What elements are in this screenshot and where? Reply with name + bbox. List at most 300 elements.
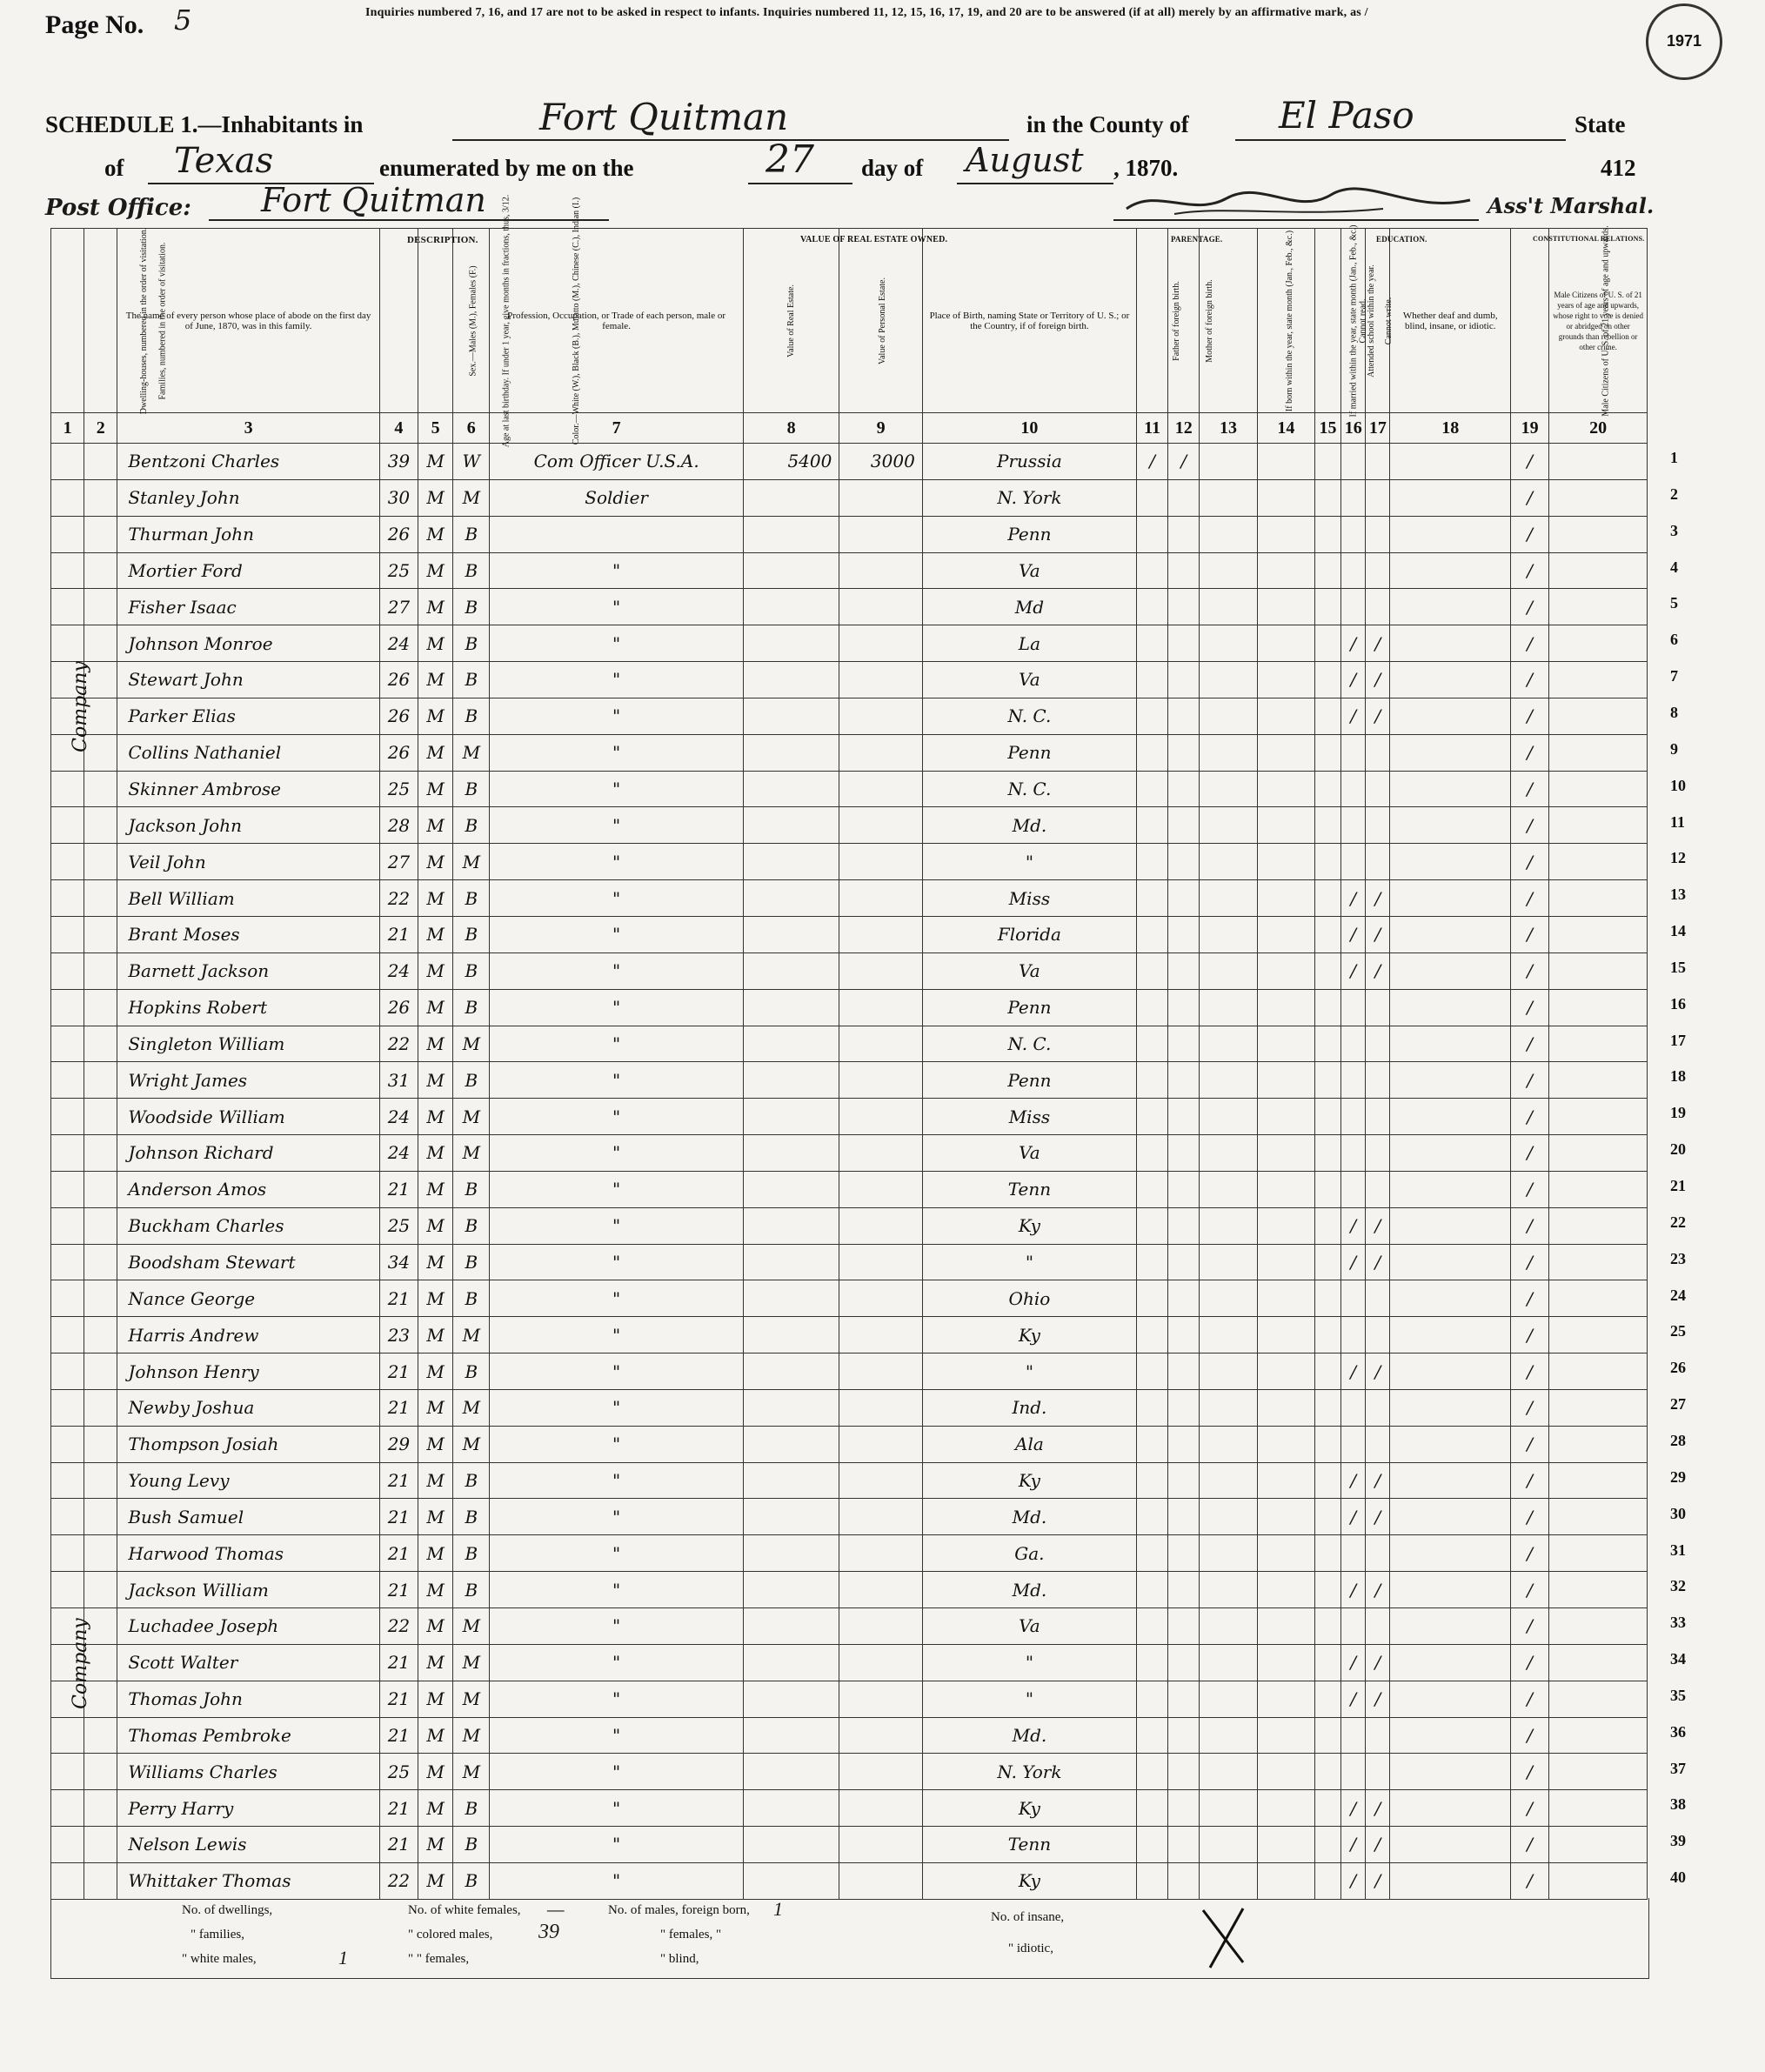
- col-number: 10: [922, 413, 1136, 444]
- dwelling-cell: [51, 1317, 84, 1353]
- citizen-cell: /: [1511, 1244, 1549, 1280]
- married-in-year-cell: [1257, 1681, 1314, 1717]
- cannot-write-cell: [1366, 1280, 1390, 1317]
- column-number-row: [51, 413, 1648, 444]
- real-estate-cell: [743, 771, 839, 807]
- disability-cell: [1390, 1426, 1511, 1462]
- family-cell: [84, 1280, 117, 1317]
- citizen-cell: /: [1511, 479, 1549, 516]
- sex-cell: M: [418, 1026, 453, 1062]
- sex-cell: M: [418, 1499, 453, 1535]
- table-row: [51, 916, 1648, 952]
- mother-foreign-cell: [1168, 516, 1200, 552]
- birthplace-cell: Va: [922, 1135, 1136, 1172]
- color-cell: M: [453, 1317, 490, 1353]
- vote-denied-cell: [1549, 1317, 1648, 1353]
- table-row: [51, 662, 1648, 698]
- person-name: Stanley John: [117, 479, 379, 516]
- age-cell: 34: [379, 1244, 418, 1280]
- age-cell: 21: [379, 916, 418, 952]
- sex-cell: M: [418, 880, 453, 917]
- born-in-year-cell: [1200, 1062, 1257, 1099]
- table-row: [51, 1244, 1648, 1280]
- sex-cell: M: [418, 1608, 453, 1645]
- sex-cell: M: [418, 589, 453, 625]
- table-row: [51, 1572, 1648, 1608]
- family-cell: [84, 1572, 117, 1608]
- mother-foreign-cell: [1168, 1535, 1200, 1572]
- table-row: [51, 1754, 1648, 1790]
- line-number: 22: [1670, 1213, 1686, 1231]
- school-cell: [1314, 589, 1340, 625]
- married-in-year-cell: [1257, 1026, 1314, 1062]
- mother-foreign-cell: [1168, 589, 1200, 625]
- col-number: 9: [839, 413, 922, 444]
- cannot-write-cell: /: [1366, 1827, 1390, 1863]
- birthplace-cell: Ind.: [922, 1389, 1136, 1426]
- citizen-cell: /: [1511, 844, 1549, 880]
- married-in-year-cell: [1257, 1171, 1314, 1207]
- sex-cell: M: [418, 807, 453, 844]
- col-number: 2: [84, 413, 117, 444]
- sex-cell: M: [418, 1862, 453, 1899]
- born-in-year-cell: [1200, 916, 1257, 952]
- citizen-cell: /: [1511, 1681, 1549, 1717]
- occupation-cell: ": [490, 771, 743, 807]
- age-cell: 25: [379, 771, 418, 807]
- born-in-year-cell: [1200, 1244, 1257, 1280]
- citizen-cell: /: [1511, 1754, 1549, 1790]
- citizen-cell: /: [1511, 1862, 1549, 1899]
- father-foreign-cell: [1137, 1426, 1168, 1462]
- mother-foreign-cell: [1168, 807, 1200, 844]
- married-in-year-cell: [1257, 1426, 1314, 1462]
- school-cell: [1314, 1389, 1340, 1426]
- vote-denied-cell: [1549, 1280, 1648, 1317]
- cannot-read-cell: /: [1341, 1681, 1366, 1717]
- personal-estate-cell: [839, 1207, 922, 1244]
- real-estate-cell: [743, 844, 839, 880]
- married-in-year-cell: [1257, 552, 1314, 589]
- disability-cell: [1390, 1608, 1511, 1645]
- age-cell: 30: [379, 479, 418, 516]
- cannot-read-cell: [1341, 1426, 1366, 1462]
- born-in-year-cell: [1200, 1862, 1257, 1899]
- vote-denied-cell: [1549, 1171, 1648, 1207]
- disability-cell: [1390, 844, 1511, 880]
- family-cell: [84, 989, 117, 1026]
- school-cell: [1314, 625, 1340, 662]
- color-cell: B: [453, 1535, 490, 1572]
- disability-cell: [1390, 989, 1511, 1026]
- color-cell: M: [453, 1717, 490, 1754]
- page-number: 5: [174, 3, 192, 37]
- person-name: Harris Andrew: [117, 1317, 379, 1353]
- color-cell: M: [453, 844, 490, 880]
- dwelling-cell: [51, 1244, 84, 1280]
- color-cell: M: [453, 1099, 490, 1135]
- mother-foreign-cell: [1168, 1717, 1200, 1754]
- age-cell: 27: [379, 589, 418, 625]
- married-in-year-cell: [1257, 625, 1314, 662]
- family-cell: [84, 880, 117, 917]
- father-foreign-cell: [1137, 807, 1168, 844]
- citizen-cell: /: [1511, 916, 1549, 952]
- cannot-write-cell: [1366, 1026, 1390, 1062]
- mother-foreign-cell: [1168, 1754, 1200, 1790]
- cannot-read-cell: [1341, 1026, 1366, 1062]
- school-cell: [1314, 807, 1340, 844]
- constitutional-group-label: CONSTITUTIONAL RELATIONS.: [1533, 235, 1645, 243]
- personal-estate-cell: [839, 734, 922, 771]
- father-foreign-cell: [1137, 552, 1168, 589]
- dwelling-cell: [51, 880, 84, 917]
- birthplace-cell: Va: [922, 952, 1136, 989]
- born-in-year-cell: [1200, 1644, 1257, 1681]
- person-name: Boodsham Stewart: [117, 1244, 379, 1280]
- person-name: Stewart John: [117, 662, 379, 698]
- table-row: [51, 807, 1648, 844]
- col-number: 18: [1390, 413, 1511, 444]
- married-in-year-cell: [1257, 952, 1314, 989]
- dwelling-cell: [51, 1062, 84, 1099]
- school-cell: [1314, 444, 1340, 480]
- line-number: 34: [1670, 1650, 1686, 1668]
- mother-foreign-cell: [1168, 1681, 1200, 1717]
- cannot-write-cell: [1366, 1389, 1390, 1426]
- mother-foreign-cell: [1168, 1280, 1200, 1317]
- mother-foreign-cell: [1168, 880, 1200, 917]
- vote-denied-cell: [1549, 1790, 1648, 1827]
- line-number: 25: [1670, 1322, 1686, 1340]
- sex-cell: M: [418, 1244, 453, 1280]
- married-in-year-cell: [1257, 444, 1314, 480]
- person-name: Bell William: [117, 880, 379, 917]
- vote-denied-cell: [1549, 734, 1648, 771]
- born-in-year-cell: [1200, 1135, 1257, 1172]
- table-row: [51, 516, 1648, 552]
- birthplace-cell: Miss: [922, 880, 1136, 917]
- real-estate-cell: [743, 1026, 839, 1062]
- sex-cell: M: [418, 1717, 453, 1754]
- family-cell: [84, 1754, 117, 1790]
- age-cell: 21: [379, 1717, 418, 1754]
- sex-cell: M: [418, 662, 453, 698]
- vote-denied-cell: [1549, 771, 1648, 807]
- occupation-cell: ": [490, 844, 743, 880]
- citizen-cell: /: [1511, 698, 1549, 734]
- mother-foreign-cell: [1168, 1572, 1200, 1608]
- occupation-cell: ": [490, 1681, 743, 1717]
- sex-cell: M: [418, 1644, 453, 1681]
- instructions-text: Inquiries numbered 7, 16, and 17 are not to be asked in respect to infants. Inquiries numbered 11, 12, 15, 16, 17, 19, and 20 are to be answered (if at all) merely by an affirmative mark, as /: [365, 6, 1368, 19]
- birthplace-cell: Md.: [922, 1717, 1136, 1754]
- birthplace-cell: Md.: [922, 1572, 1136, 1608]
- personal-estate-cell: [839, 1754, 922, 1790]
- citizen-cell: /: [1511, 1062, 1549, 1099]
- born-in-year-cell: [1200, 1317, 1257, 1353]
- cannot-read-cell: /: [1341, 1827, 1366, 1863]
- cannot-read-cell: /: [1341, 1572, 1366, 1608]
- line-number: 29: [1670, 1467, 1686, 1486]
- father-foreign-cell: [1137, 880, 1168, 917]
- vote-denied-cell: [1549, 479, 1648, 516]
- col-number: 15: [1314, 413, 1340, 444]
- person-name: Johnson Monroe: [117, 625, 379, 662]
- married-in-year-cell: [1257, 807, 1314, 844]
- vote-denied-cell: [1549, 880, 1648, 917]
- cannot-read-cell: [1341, 1280, 1366, 1317]
- dwelling-cell: [51, 1207, 84, 1244]
- line-number: 33: [1670, 1614, 1686, 1632]
- citizen-cell: /: [1511, 1280, 1549, 1317]
- born-in-year-cell: [1200, 1754, 1257, 1790]
- col1-header: Dwelling-houses, numbered in the order of visitation.: [51, 229, 84, 413]
- color-cell: B: [453, 807, 490, 844]
- personal-estate-cell: [839, 1790, 922, 1827]
- table-row: [51, 1644, 1648, 1681]
- father-foreign-cell: [1137, 1207, 1168, 1244]
- disability-cell: [1390, 1353, 1511, 1390]
- born-in-year-cell: [1200, 1426, 1257, 1462]
- vote-denied-cell: [1549, 1462, 1648, 1499]
- sex-cell: M: [418, 516, 453, 552]
- born-in-year-cell: [1200, 1572, 1257, 1608]
- cannot-read-cell: /: [1341, 1790, 1366, 1827]
- sex-cell: M: [418, 1099, 453, 1135]
- sex-cell: M: [418, 1207, 453, 1244]
- cannot-write-cell: [1366, 479, 1390, 516]
- personal-estate-cell: [839, 1572, 922, 1608]
- age-cell: 26: [379, 516, 418, 552]
- dwelling-cell: [51, 1099, 84, 1135]
- table-row: [51, 1717, 1648, 1754]
- father-foreign-cell: [1137, 1389, 1168, 1426]
- col14-header: If married within the year, state month (Jan., Feb., &c.): [1257, 229, 1314, 413]
- personal-estate-cell: [839, 1681, 922, 1717]
- color-cell: B: [453, 552, 490, 589]
- person-name: Brant Moses: [117, 916, 379, 952]
- married-in-year-cell: [1257, 589, 1314, 625]
- personal-estate-cell: [839, 1317, 922, 1353]
- married-in-year-cell: [1257, 1572, 1314, 1608]
- mother-foreign-cell: [1168, 1171, 1200, 1207]
- father-foreign-cell: [1137, 771, 1168, 807]
- dwelling-cell: [51, 1389, 84, 1426]
- mother-foreign-cell: /: [1168, 444, 1200, 480]
- colored-males-value: 39: [538, 1921, 559, 1943]
- disability-cell: [1390, 1862, 1511, 1899]
- idiotic-label: " idiotic,: [1008, 1942, 1053, 1955]
- margin-note-lower: Company: [69, 1618, 91, 1709]
- col5-header: Sex.—Males (M.), Females (F.): [418, 229, 453, 413]
- dwelling-cell: [51, 989, 84, 1026]
- table-row: [51, 1026, 1648, 1062]
- married-in-year-cell: [1257, 1244, 1314, 1280]
- table-row: [51, 1062, 1648, 1099]
- father-foreign-cell: [1137, 1244, 1168, 1280]
- vote-denied-cell: [1549, 1499, 1648, 1535]
- cannot-write-cell: [1366, 1062, 1390, 1099]
- cannot-read-cell: [1341, 1389, 1366, 1426]
- color-cell: B: [453, 989, 490, 1026]
- description-group-label: DESCRIPTION.: [407, 235, 478, 245]
- col4-header: Age at last birthday. If under 1 year, give months in fractions, thus, 3/12.: [379, 229, 418, 413]
- cannot-write-cell: /: [1366, 1353, 1390, 1390]
- mother-foreign-cell: [1168, 1462, 1200, 1499]
- dwelling-cell: [51, 807, 84, 844]
- cannot-read-cell: /: [1341, 662, 1366, 698]
- school-cell: [1314, 1572, 1340, 1608]
- real-estate-cell: [743, 698, 839, 734]
- table-row: [51, 1827, 1648, 1863]
- occupation-cell: ": [490, 1608, 743, 1645]
- birthplace-cell: Prussia: [922, 444, 1136, 480]
- real-estate-cell: [743, 479, 839, 516]
- family-cell: [84, 807, 117, 844]
- family-cell: [84, 1499, 117, 1535]
- real-estate-cell: [743, 1717, 839, 1754]
- real-estate-cell: [743, 1353, 839, 1390]
- dwelling-cell: [51, 916, 84, 952]
- enumerated-label: enumerated by me on the: [379, 155, 634, 181]
- vote-denied-cell: [1549, 589, 1648, 625]
- mother-foreign-cell: [1168, 1353, 1200, 1390]
- occupation-cell: ": [490, 1827, 743, 1863]
- color-cell: M: [453, 1608, 490, 1645]
- cannot-read-cell: [1341, 1099, 1366, 1135]
- citizen-cell: /: [1511, 1499, 1549, 1535]
- personal-estate-cell: [839, 1535, 922, 1572]
- col17-header: Cannot write.: [1366, 229, 1390, 413]
- cannot-write-cell: [1366, 844, 1390, 880]
- person-name: Perry Harry: [117, 1790, 379, 1827]
- citizen-cell: /: [1511, 1026, 1549, 1062]
- age-cell: 24: [379, 625, 418, 662]
- married-in-year-cell: [1257, 1754, 1314, 1790]
- color-cell: M: [453, 1426, 490, 1462]
- col6-header: Color.—White (W.), Black (B.), Mulatto (M.), Chinese (C.), Indian (I.): [453, 229, 490, 413]
- age-cell: 24: [379, 952, 418, 989]
- real-estate-cell: [743, 807, 839, 844]
- citizen-cell: /: [1511, 625, 1549, 662]
- married-in-year-cell: [1257, 662, 1314, 698]
- cannot-read-cell: /: [1341, 1244, 1366, 1280]
- col19-header: Male Citizens of U. S. of 21 years of age and upwards.: [1511, 229, 1549, 413]
- vote-denied-cell: [1549, 1754, 1648, 1790]
- table-row: [51, 844, 1648, 880]
- line-number: 11: [1670, 812, 1686, 831]
- table-row: [51, 1862, 1648, 1899]
- occupation-cell: ": [490, 734, 743, 771]
- family-cell: [84, 1426, 117, 1462]
- col7-header: Profession, Occupation, or Trade of each person, male or female.: [490, 229, 743, 413]
- white-males-label: " white males,: [182, 1952, 257, 1966]
- footer-x-mark: [1200, 1902, 1252, 1971]
- family-cell: [84, 952, 117, 989]
- birthplace-cell: Va: [922, 552, 1136, 589]
- sex-cell: M: [418, 771, 453, 807]
- married-in-year-cell: [1257, 989, 1314, 1026]
- col-number: 19: [1511, 413, 1549, 444]
- cannot-read-cell: /: [1341, 880, 1366, 917]
- occupation-cell: ": [490, 1207, 743, 1244]
- color-cell: W: [453, 444, 490, 480]
- line-number: 27: [1670, 1395, 1686, 1414]
- vote-denied-cell: [1549, 625, 1648, 662]
- col12-header: Mother of foreign birth.: [1168, 229, 1200, 413]
- person-name: Thomas John: [117, 1681, 379, 1717]
- col-number: 7: [490, 413, 743, 444]
- age-cell: 21: [379, 1389, 418, 1426]
- personal-estate-cell: [839, 1026, 922, 1062]
- occupation-cell: ": [490, 1754, 743, 1790]
- citizen-cell: /: [1511, 952, 1549, 989]
- family-cell: [84, 444, 117, 480]
- post-office-value: Fort Quitman: [261, 181, 486, 219]
- sex-cell: M: [418, 1790, 453, 1827]
- father-foreign-cell: [1137, 1099, 1168, 1135]
- cannot-read-cell: [1341, 552, 1366, 589]
- occupation-cell: Soldier: [490, 479, 743, 516]
- colored-males-label: " colored males,: [408, 1928, 493, 1942]
- real-estate-cell: [743, 662, 839, 698]
- birthplace-cell: Ky: [922, 1462, 1136, 1499]
- line-number: 23: [1670, 1249, 1686, 1267]
- real-estate-cell: [743, 1171, 839, 1207]
- person-name: Thompson Josiah: [117, 1426, 379, 1462]
- color-cell: B: [453, 1790, 490, 1827]
- disability-cell: [1390, 516, 1511, 552]
- person-name: Parker Elias: [117, 698, 379, 734]
- state-value: Texas: [174, 141, 274, 181]
- real-estate-cell: [743, 1317, 839, 1353]
- age-cell: 21: [379, 1827, 418, 1863]
- born-in-year-cell: [1200, 844, 1257, 880]
- family-cell: [84, 1862, 117, 1899]
- born-in-year-cell: [1200, 771, 1257, 807]
- birthplace-cell: Ky: [922, 1207, 1136, 1244]
- personal-estate-cell: [839, 589, 922, 625]
- father-foreign-cell: [1137, 952, 1168, 989]
- line-number: 20: [1670, 1140, 1686, 1159]
- father-foreign-cell: [1137, 1353, 1168, 1390]
- school-cell: [1314, 662, 1340, 698]
- family-cell: [84, 1244, 117, 1280]
- born-in-year-cell: [1200, 1389, 1257, 1426]
- born-in-year-cell: [1200, 1499, 1257, 1535]
- cannot-write-cell: /: [1366, 1862, 1390, 1899]
- real-estate-cell: [743, 516, 839, 552]
- vote-denied-cell: [1549, 516, 1648, 552]
- personal-estate-cell: [839, 698, 922, 734]
- born-in-year-cell: [1200, 1099, 1257, 1135]
- father-foreign-cell: [1137, 1681, 1168, 1717]
- vote-denied-cell: [1549, 1353, 1648, 1390]
- occupation-cell: ": [490, 989, 743, 1026]
- cannot-write-cell: /: [1366, 1790, 1390, 1827]
- real-estate-cell: [743, 1608, 839, 1645]
- disability-cell: [1390, 1790, 1511, 1827]
- real-estate-cell: [743, 1572, 839, 1608]
- col13-header: If born within the year, state month (Jan., Feb., &c.): [1200, 229, 1257, 413]
- born-in-year-cell: [1200, 1207, 1257, 1244]
- dwelling-cell: [51, 1862, 84, 1899]
- person-name: Luchadee Joseph: [117, 1608, 379, 1645]
- school-cell: [1314, 771, 1340, 807]
- school-cell: [1314, 734, 1340, 771]
- school-cell: [1314, 1535, 1340, 1572]
